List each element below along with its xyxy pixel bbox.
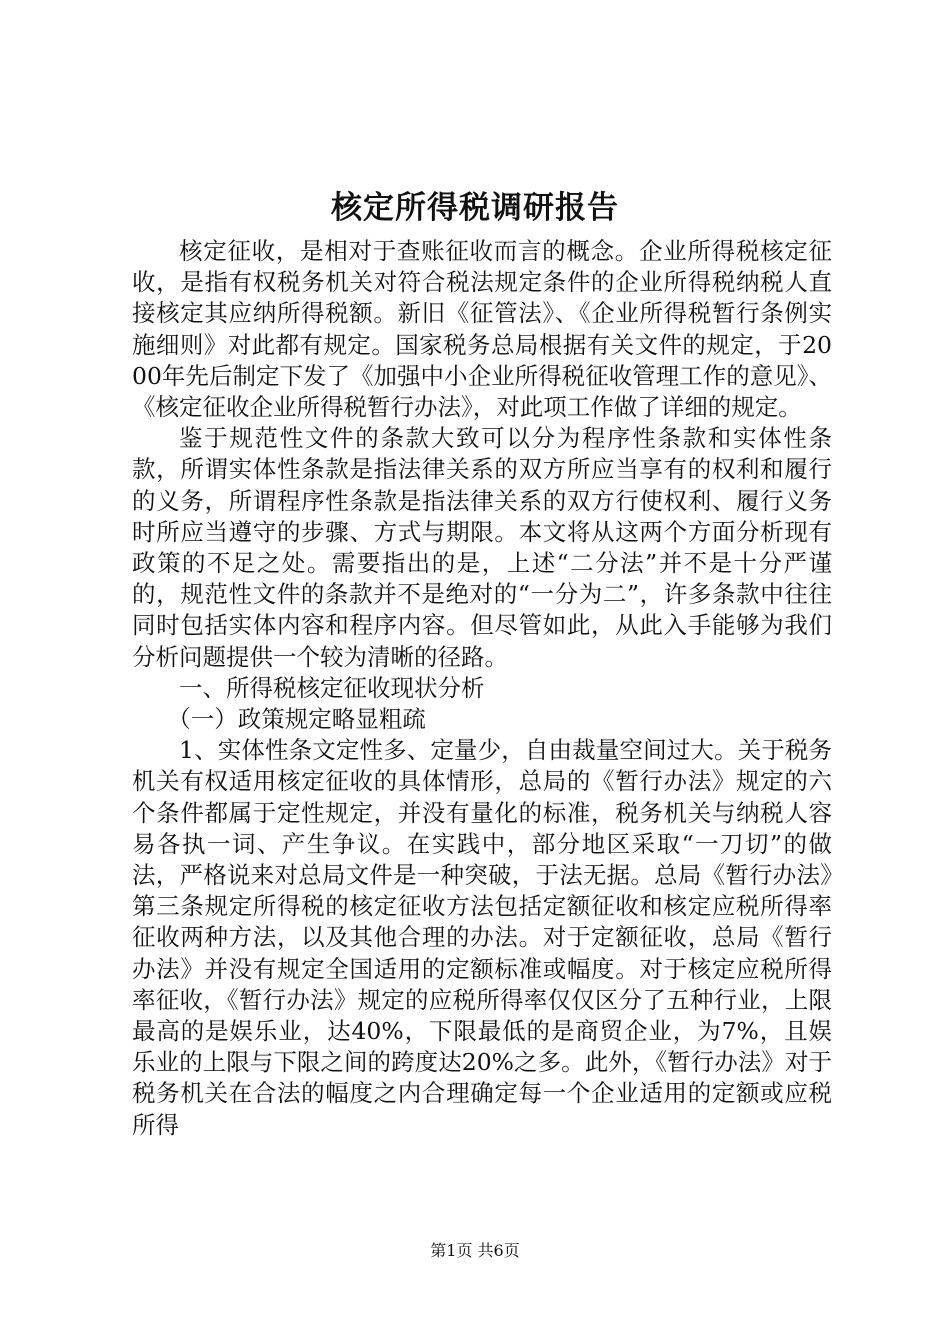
page-footer: 第1页 共6页 bbox=[430, 1241, 520, 1260]
paragraph-intro: 核定征收，是相对于查账征收而言的概念。企业所得税核定征收，是指有权税务机关对符合税法规定条件的企业所得税纳税人直接核定其应纳所得税额。新旧《征管法》、《企业所得税暂行条例实施细则》对此都有规定。国家税务总局根据有关文件的规定，于2000年先后制定下发了《加强中小企业所得税征收管理工作的意见》、《核定征收企业所得税暂行办法》，对此项工作做了详细的规定。 bbox=[132, 237, 832, 422]
document-body bbox=[132, 236, 832, 1141]
document-title: 核定所得税调研报告 bbox=[331, 190, 619, 226]
paragraph-analysis: 1、实体性条文定性多、定量少，自由裁量空间过大。关于税务机关有权适用核定征收的具体情形，总局的《暂行办法》规定的六个条件都属于定性规定，并没有量化的标准，税务机关与纳税人容易各执一词、产生争议。在实践中，部分地区采取“一刀切”的做法，严格说来对总局文件是一种突破，于法无据。总局《暂行办法》第三条规定所得税的核定征收方法包括定额征收和核定应税所得率征收两种方法，以及其他合理的办法。对于定额征收，总局《暂行办法》并没有规定全国适用的定额标准或幅度。对于核定应税所得率征收，《暂行办法》规定的应税所得率仅仅区分了五种行业，上限最高的是娱乐业，达40%，下限最低的是商贸企业，为7%，且娱乐业的上限与下限之间的跨度达20%之多。此外，《暂行办法》对于税务机关在合法的幅度之内合理确定每一个企业适用的定额或应税所得 bbox=[132, 736, 832, 1139]
paragraph-method: 鉴于规范性文件的条款大致可以分为程序性条款和实体性条款，所谓实体性条款是指法律关系的双方所应当享有的权利和履行的义务，所谓程序性条款是指法律关系的双方行使权利、履行义务时所应当遵守的步骤、方式与期限。本文将从这两个方面分析现有政策的不足之处。需要指出的是，上述“二分法”并不是十分严谨的，规范性文件的条款并不是绝对的“一分为二”，许多条款中往往同时包括实体内容和程序内容。但尽管如此，从此入手能够为我们分析问题提供一个较为清晰的径路。 bbox=[132, 424, 832, 671]
section-heading: 一、所得税核定征收现状分析 bbox=[179, 673, 485, 702]
subsection-heading: （一）政策规定略显粗疏 bbox=[167, 705, 426, 734]
